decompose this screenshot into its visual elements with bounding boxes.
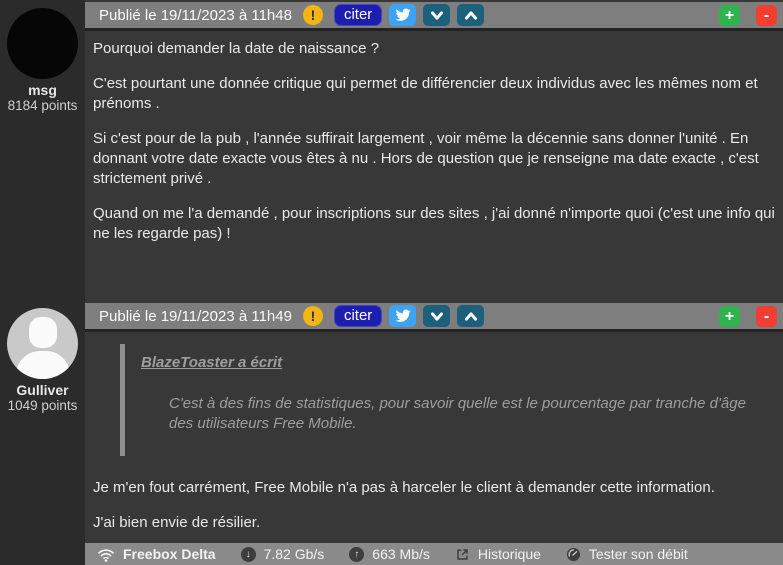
history-link[interactable] (455, 546, 541, 562)
cite-button[interactable]: citer (334, 305, 382, 327)
wifi-icon (97, 547, 115, 562)
speedtest-link[interactable] (566, 546, 688, 562)
post-paragraph: Pourquoi demander la date de naissance ? (93, 40, 380, 57)
post2-user-block (0, 308, 85, 413)
scroll-up-button[interactable] (457, 4, 484, 26)
upvote-button[interactable]: + (719, 5, 740, 26)
post-paragraph: J'ai bien envie de résilier. (93, 514, 261, 531)
post-paragraph: Si c'est pour de la pub , l'année suffirait largement , voir même la décennie sans donner l'unité . En donnant votre date exacte vous êtes à nu . Hors de question que je renseigne ma date exacte , c'est strictement privé . (93, 130, 759, 187)
upload-arrow-icon: ↑ (349, 547, 364, 562)
chevron-up-icon (463, 9, 479, 22)
username: Gulliver (16, 382, 69, 398)
twitter-share-button[interactable] (389, 4, 416, 26)
downvote-button[interactable]: - (756, 306, 777, 327)
username: msg (28, 82, 57, 98)
download-arrow-icon: ↓ (241, 547, 256, 562)
twitter-icon (395, 8, 411, 22)
download-speed: 7.82 Gb/s (263, 546, 325, 562)
scroll-down-button[interactable] (423, 305, 450, 327)
post1-user-block (0, 8, 85, 113)
history-label: Historique (477, 546, 541, 562)
post-paragraph: Je m'en fout carrément, Free Mobile n'a pas à harceler le client à demander cette information. (93, 479, 715, 496)
external-link-icon (455, 547, 470, 562)
chevron-up-icon (463, 310, 479, 323)
avatar[interactable] (7, 308, 78, 379)
twitter-icon (395, 309, 411, 323)
chevron-down-icon (429, 310, 445, 323)
quote-author-link[interactable]: BlazeToaster a écrit (141, 354, 283, 371)
report-icon[interactable]: ! (303, 306, 323, 326)
scroll-up-button[interactable] (457, 305, 484, 327)
post1-body (93, 39, 777, 259)
post1-header-bar (85, 2, 783, 31)
published-date: Publié le 19/11/2023 à 11h48 (99, 6, 292, 24)
twitter-share-button[interactable] (389, 305, 416, 327)
quote-text: C'est à des fins de statistiques, pour savoir quelle est le pourcentage par tranche d'âge des utilisateurs Free Mobile. (169, 395, 746, 432)
freebox-name: Freebox Delta (123, 546, 216, 562)
published-date: Publié le 19/11/2023 à 11h49 (99, 307, 292, 325)
freebox-name-item (97, 546, 216, 562)
download-speed-item (241, 546, 325, 562)
post2-body (93, 478, 777, 548)
avatar[interactable] (7, 8, 78, 79)
speedometer-icon (566, 547, 581, 562)
speedtest-label: Tester son débit (588, 546, 688, 562)
user-points: 1049 points (7, 398, 78, 413)
post-paragraph: Quand on me l'a demandé , pour inscriptions sur des sites , j'ai donné n'importe quoi (c'est une info qui ne les regarde pas) ! (93, 205, 775, 242)
chevron-down-icon (429, 9, 445, 22)
upload-speed-item (349, 546, 430, 562)
post-paragraph: C'est pourtant une donnée critique qui permet de différencier deux individus avec les mêmes nom et prénoms . (93, 75, 758, 112)
freebox-status-bar (85, 543, 783, 565)
cite-button[interactable]: citer (334, 4, 382, 26)
silhouette-torso (16, 351, 70, 379)
scroll-down-button[interactable] (423, 4, 450, 26)
user-points: 8184 points (7, 98, 78, 113)
downvote-button[interactable]: - (756, 5, 777, 26)
upload-speed: 663 Mb/s (372, 546, 430, 562)
silhouette-head (29, 317, 57, 348)
post2-header-bar (85, 303, 783, 332)
report-icon[interactable]: ! (303, 5, 323, 25)
quote-block (120, 344, 746, 456)
upvote-button[interactable]: + (719, 306, 740, 327)
